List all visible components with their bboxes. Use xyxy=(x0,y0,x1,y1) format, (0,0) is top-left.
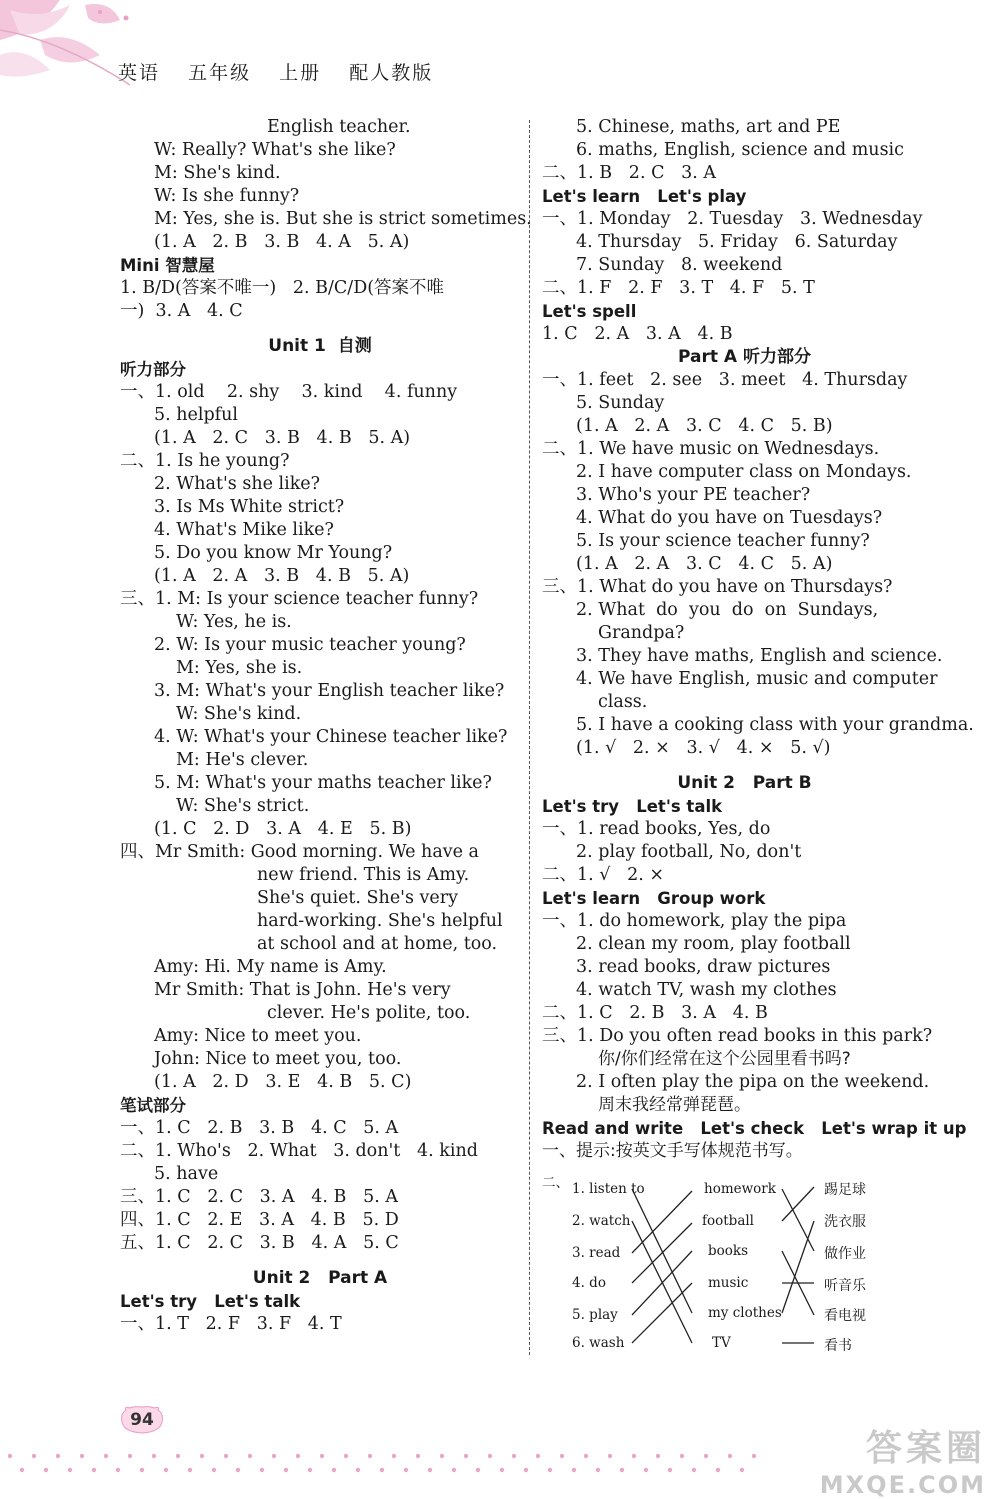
answer-line: 三、1. What do you have on Thursdays? xyxy=(542,577,893,597)
decor-dot xyxy=(284,1468,288,1472)
answer-line: Mr Smith: That is John. He's very xyxy=(154,980,451,1000)
match-right-2: 洗衣服 xyxy=(824,1214,866,1230)
answer-line: 三、1. M: Is your science teacher funny? xyxy=(120,589,479,609)
answer-line: Grandpa? xyxy=(598,623,685,643)
answer-line: 1. B/D(答案不唯一) 2. B/C/D(答案不唯 xyxy=(120,278,445,298)
decor-dot xyxy=(104,1454,108,1458)
match-left-4: 4. do xyxy=(572,1275,606,1291)
decor-dot xyxy=(44,1468,48,1472)
section-heading: Unit 1 自测 xyxy=(268,336,372,356)
decor-dot xyxy=(584,1454,588,1458)
answer-line: 5. Sunday xyxy=(576,393,665,413)
decor-dot xyxy=(248,1454,252,1458)
decor-dot xyxy=(488,1454,492,1458)
decor-dot xyxy=(500,1468,504,1472)
answer-line: 2. I often play the pipa on the weekend. xyxy=(576,1072,930,1092)
answer-line: 2. What's she like? xyxy=(154,474,321,494)
site-watermark xyxy=(820,1420,986,1499)
decor-dot xyxy=(740,1468,744,1472)
decor-dot xyxy=(356,1468,360,1472)
decor-dot xyxy=(464,1454,468,1458)
header-subject: 英语 xyxy=(118,62,161,84)
answer-line: 3. M: What's your English teacher like? xyxy=(154,681,505,701)
match-mid-2: football xyxy=(702,1213,755,1229)
answer-line: 一、提示:按英文手写体规范书写。 xyxy=(542,1141,803,1161)
match-mid-1: homework xyxy=(704,1181,776,1197)
answer-line: 5. I have a cooking class with your grandma. xyxy=(576,715,974,735)
answer-line: 二、1. We have music on Wednesdays. xyxy=(542,439,880,459)
page-number-badge xyxy=(120,1406,164,1434)
section-heading: Let's try Let's talk xyxy=(542,797,723,816)
answer-line: 5. Do you know Mr Young? xyxy=(154,543,393,563)
answer-line: (1. A 2. B 3. B 4. A 5. A) xyxy=(154,232,410,252)
decor-dot xyxy=(716,1468,720,1472)
decor-dot xyxy=(296,1454,300,1458)
match-right-1: 踢足球 xyxy=(824,1182,866,1198)
answer-line: 四、1. C 2. E 3. A 4. B 5. D xyxy=(120,1210,399,1230)
decor-dot xyxy=(608,1454,612,1458)
decor-dot xyxy=(536,1454,540,1458)
answer-line: 一) 3. A 4. C xyxy=(120,301,243,321)
decor-dot xyxy=(656,1454,660,1458)
decor-dot xyxy=(440,1454,444,1458)
decor-dot xyxy=(80,1454,84,1458)
decor-dot xyxy=(56,1454,60,1458)
answer-line: 7. Sunday 8. weekend xyxy=(576,255,783,275)
decor-dot xyxy=(368,1454,372,1458)
answer-line: 6. maths, English, science and music xyxy=(576,140,904,160)
decor-dot xyxy=(596,1468,600,1472)
watermark-line-2: MXQE.COM xyxy=(819,1471,986,1499)
decor-dot xyxy=(188,1468,192,1472)
match-mid-3: books xyxy=(708,1243,749,1259)
answer-line: W: She's strict. xyxy=(176,796,310,816)
match-mid-5: my clothes xyxy=(708,1305,782,1321)
match-right-5: 看电视 xyxy=(824,1308,866,1324)
answer-line: 二、1. F 2. F 3. T 4. F 5. T xyxy=(542,278,815,298)
answer-line: 一、1. C 2. B 3. B 4. C 5. A xyxy=(120,1118,399,1138)
decor-dot xyxy=(572,1468,576,1472)
section-heading: Unit 2 Part A xyxy=(252,1268,388,1288)
decor-dot xyxy=(524,1468,528,1472)
decor-dot xyxy=(692,1468,696,1472)
answer-line: 一、1. Monday 2. Tuesday 3. Wednesday xyxy=(542,209,923,229)
decor-dot xyxy=(320,1454,324,1458)
decor-dot xyxy=(68,1468,72,1472)
answer-line: Amy: Nice to meet you. xyxy=(154,1026,362,1046)
decor-dot xyxy=(404,1468,408,1472)
match-mid-4: music xyxy=(708,1275,749,1291)
section-heading: 笔试部分 xyxy=(120,1096,186,1115)
answer-line: 二、1. Is he young? xyxy=(120,451,290,471)
decor-dot xyxy=(632,1454,636,1458)
match-left-1: 1. listen to xyxy=(572,1181,645,1197)
match-right-4: 听音乐 xyxy=(824,1278,866,1294)
decor-dot xyxy=(140,1468,144,1472)
answer-line: 五、1. C 2. C 3. B 4. A 5. C xyxy=(120,1233,399,1253)
matching-label: 二、 xyxy=(542,1175,569,1191)
answer-line: new friend. This is Amy. xyxy=(257,865,470,885)
answer-line: 4. W: What's your Chinese teacher like? xyxy=(154,727,508,747)
decor-dot xyxy=(20,1468,24,1472)
decor-dot xyxy=(668,1468,672,1472)
decor-dot xyxy=(8,1454,12,1458)
header-volume: 上册 xyxy=(279,62,322,84)
answer-line: 4. Thursday 5. Friday 6. Saturday xyxy=(576,232,898,252)
decor-dot xyxy=(332,1468,336,1472)
decor-dot xyxy=(392,1454,396,1458)
section-heading: Let's try Let's talk xyxy=(120,1292,301,1311)
decor-dot xyxy=(476,1468,480,1472)
matching-exercise xyxy=(542,1165,947,1354)
answer-line: 一、1. read books, Yes, do xyxy=(542,819,771,839)
answer-line: M: Yes, she is. xyxy=(176,658,303,678)
answer-line: 三、1. Do you often read books in this park? xyxy=(542,1026,933,1046)
answer-line: 一、1. old 2. shy 3. kind 4. funny xyxy=(120,382,458,402)
answer-line: 2. clean my room, play football xyxy=(576,934,851,954)
decor-dot xyxy=(344,1454,348,1458)
answer-line: M: She's kind. xyxy=(154,163,281,183)
answer-line: 二、1. C 2. B 3. A 4. B xyxy=(542,1003,768,1023)
decor-dot xyxy=(704,1454,708,1458)
decor-dot xyxy=(32,1454,36,1458)
section-heading: Let's learn Group work xyxy=(542,889,766,908)
spacer xyxy=(120,323,520,335)
answer-line: 5. Chinese, maths, art and PE xyxy=(576,117,841,137)
match-left-3: 3. read xyxy=(572,1245,621,1261)
decor-dot xyxy=(680,1454,684,1458)
answer-line: W: Yes, he is. xyxy=(176,612,292,632)
answer-line: 一、1. T 2. F 3. F 4. T xyxy=(120,1314,342,1334)
answer-line: 2. What do you do on Sundays, xyxy=(576,600,879,620)
decor-dot xyxy=(260,1468,264,1472)
decor-dot xyxy=(560,1454,564,1458)
match-left-6: 6. wash xyxy=(572,1335,625,1351)
decor-dot xyxy=(224,1454,228,1458)
answer-line: class. xyxy=(598,692,648,712)
header-grade: 五年级 xyxy=(188,62,252,84)
answer-line: 5. M: What's your maths teacher like? xyxy=(154,773,492,793)
decor-dot xyxy=(212,1468,216,1472)
decor-dot xyxy=(380,1468,384,1472)
section-heading: Mini 智慧屋 xyxy=(120,256,215,275)
answer-line: W: Is she funny? xyxy=(154,186,300,206)
decor-dot xyxy=(152,1454,156,1458)
decor-dot xyxy=(308,1468,312,1472)
answer-line: 2. W: Is your music teacher young? xyxy=(154,635,466,655)
decor-dot xyxy=(272,1454,276,1458)
answer-line: (1. A 2. A 3. C 4. C 5. B) xyxy=(576,416,833,436)
section-heading: Part A 听力部分 xyxy=(678,347,811,367)
section-heading: Read and write Let's check Let's wrap it up xyxy=(542,1119,967,1138)
section-heading: 听力部分 xyxy=(120,360,186,379)
answer-line: 4. What's Mike like? xyxy=(154,520,334,540)
decor-dot xyxy=(416,1454,420,1458)
answer-line: 3. read books, draw pictures xyxy=(576,957,831,977)
answer-line: clever. He's polite, too. xyxy=(267,1003,471,1023)
answer-line: 三、1. C 2. C 3. A 4. B 5. A xyxy=(120,1187,398,1207)
answer-line: 一、1. feet 2. see 3. meet 4. Thursday xyxy=(542,370,908,390)
answer-line: hard-working. She's helpful xyxy=(257,911,503,931)
answer-line: M: Yes, she is. But she is strict sometimes. xyxy=(154,209,532,229)
decor-dot xyxy=(644,1468,648,1472)
page-number: 94 xyxy=(130,1410,154,1430)
answer-line: (1. A 2. A 3. C 4. C 5. A) xyxy=(576,554,833,574)
answer-line: 四、Mr Smith: Good morning. We have a xyxy=(120,842,479,862)
answer-line: John: Nice to meet you, too. xyxy=(154,1049,402,1069)
answer-line: 周末我经常弹琵琶。 xyxy=(598,1095,751,1115)
answer-line: 你/你们经常在这个公园里看书吗? xyxy=(598,1049,851,1069)
column-divider xyxy=(529,120,530,1355)
answer-line: 4. What do you have on Tuesdays? xyxy=(576,508,883,528)
right-answer-column xyxy=(542,116,974,1354)
answer-line: 二、1. Who's 2. What 3. don't 4. kind xyxy=(120,1141,478,1161)
answer-line: (1. A 2. C 3. B 4. B 5. A) xyxy=(154,428,411,448)
answer-line: 3. Who's your PE teacher? xyxy=(576,485,811,505)
watermark-line-1: 答案圈 xyxy=(865,1428,986,1469)
answer-line: 2. I have computer class on Mondays. xyxy=(576,462,912,482)
answer-line: 3. They have maths, English and science. xyxy=(576,646,943,666)
match-mid-6: TV xyxy=(712,1335,731,1351)
answer-line: Amy: Hi. My name is Amy. xyxy=(154,957,387,977)
section-heading: Let's spell xyxy=(542,302,637,321)
decor-dot xyxy=(728,1454,732,1458)
decor-dot xyxy=(752,1454,756,1458)
header-edition: 配人教版 xyxy=(349,62,434,84)
answer-line: 4. We have English, music and computer xyxy=(576,669,938,689)
section-heading: Unit 2 Part B xyxy=(677,773,812,793)
answer-line: (1. A 2. A 3. B 4. B 5. A) xyxy=(154,566,410,586)
answer-line: English teacher. xyxy=(267,117,411,137)
match-right-6: 看书 xyxy=(824,1338,852,1354)
left-answer-column xyxy=(120,116,532,1336)
spacer xyxy=(542,760,947,772)
answer-line: 5. have xyxy=(154,1164,219,1184)
spacer xyxy=(120,1255,520,1267)
section-heading: Let's learn Let's play xyxy=(542,187,747,206)
decor-dot xyxy=(236,1468,240,1472)
decor-dot xyxy=(176,1454,180,1458)
answer-line: (1. A 2. D 3. E 4. B 5. C) xyxy=(154,1072,412,1092)
answer-line: M: He's clever. xyxy=(176,750,309,770)
page-header xyxy=(118,58,453,85)
match-left-2: 2. watch xyxy=(572,1213,631,1229)
answer-line: W: Really? What's she like? xyxy=(154,140,396,160)
answer-line: (1. √ 2. × 3. √ 4. × 5. √) xyxy=(576,738,831,758)
match-right-3: 做作业 xyxy=(824,1246,866,1262)
decor-dot xyxy=(620,1468,624,1472)
decor-dot xyxy=(452,1468,456,1472)
decor-dot xyxy=(164,1468,168,1472)
decor-dot xyxy=(128,1454,132,1458)
decor-dot xyxy=(548,1468,552,1472)
answer-line: 1. C 2. A 3. A 4. B xyxy=(542,324,733,344)
answer-line: She's quiet. She's very xyxy=(257,888,459,908)
answer-line: (1. C 2. D 3. A 4. E 5. B) xyxy=(154,819,412,839)
answer-line: 5. Is your science teacher funny? xyxy=(576,531,870,551)
answer-line: W: She's kind. xyxy=(176,704,302,724)
answer-line: 二、1. B 2. C 3. A xyxy=(542,163,717,183)
answer-line: 4. watch TV, wash my clothes xyxy=(576,980,837,1000)
answer-line: 一、1. do homework, play the pipa xyxy=(542,911,847,931)
decor-dot xyxy=(116,1468,120,1472)
answer-line: 5. helpful xyxy=(154,405,239,425)
answer-line: 2. play football, No, don't xyxy=(576,842,802,862)
answer-line: 二、1. √ 2. × xyxy=(542,865,665,885)
match-left-5: 5. play xyxy=(572,1307,618,1323)
answer-line: 3. Is Ms White strict? xyxy=(154,497,345,517)
decor-dot xyxy=(512,1454,516,1458)
answer-line: at school and at home, too. xyxy=(257,934,498,954)
decor-dot xyxy=(200,1454,204,1458)
decor-dot xyxy=(92,1468,96,1472)
decor-dot xyxy=(428,1468,432,1472)
